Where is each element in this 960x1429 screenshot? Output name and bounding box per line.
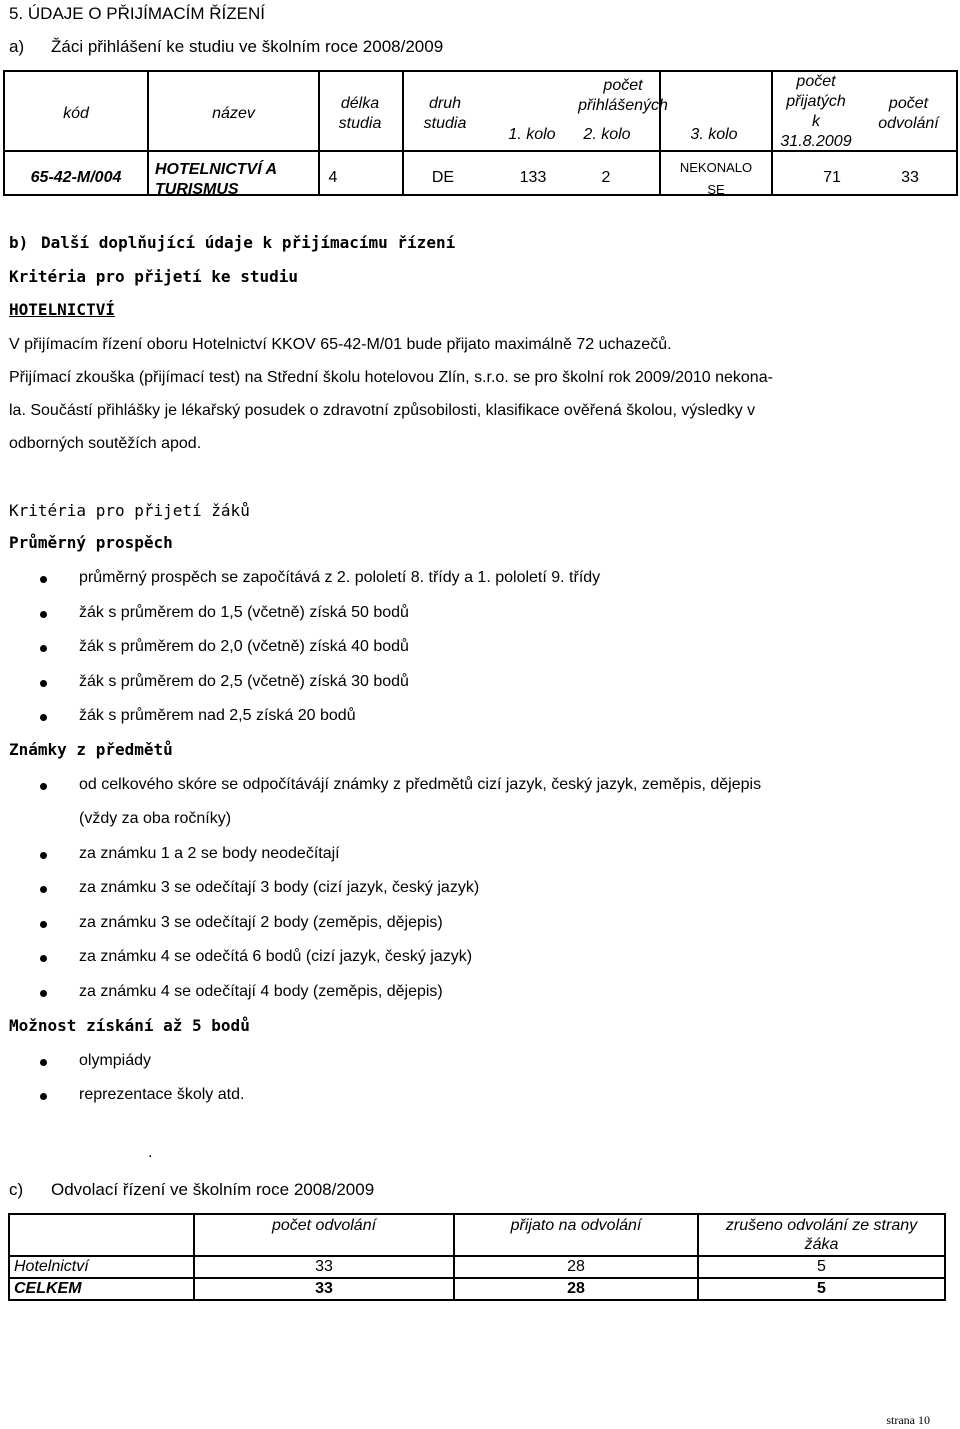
applicants-table xyxy=(3,70,958,196)
row-kolo1: 133 xyxy=(519,169,547,186)
bullet-dot xyxy=(40,921,47,928)
row-kolo3-1: NEKONALO xyxy=(679,160,753,175)
appeals-header-zruseno-1: zrušeno odvolání ze strany xyxy=(725,1217,918,1234)
bullet-dot xyxy=(40,714,47,721)
program-title: HOTELNICTVÍ xyxy=(9,300,115,319)
bullet-dot xyxy=(40,680,47,687)
appeals-row2-name: CELKEM xyxy=(14,1280,82,1297)
appeals-row2-pocet: 33 xyxy=(315,1280,333,1297)
section-a-title xyxy=(9,37,443,57)
row-delka: 4 xyxy=(328,169,338,186)
row-odvolani: 33 xyxy=(901,169,919,186)
appeals-header-pocet: počet odvolání xyxy=(271,1217,377,1234)
appeals-row2-prijato: 28 xyxy=(567,1280,585,1297)
header-kolo2: 2. kolo xyxy=(583,126,631,143)
row-prijatych: 71 xyxy=(823,169,841,186)
header-delka-2: studia xyxy=(338,115,382,132)
header-prihlasenych-1: počet xyxy=(603,77,643,94)
avg-item-5: žák s průměrem nad 2,5 získá 20 bodů xyxy=(79,707,356,724)
bullet-dot xyxy=(40,1059,47,1066)
appeals-table xyxy=(8,1213,946,1301)
header-prijatych-1: počet xyxy=(796,73,836,90)
appeals-header-prijato: přijato na odvolání xyxy=(510,1217,642,1234)
bullet-dot xyxy=(40,645,47,652)
header-kolo1: 1. kolo xyxy=(508,126,556,143)
header-delka-1: délka xyxy=(340,95,380,112)
header-odvolani-1: počet xyxy=(888,95,929,112)
stray-dot: . xyxy=(148,1144,153,1161)
bullet-dot xyxy=(40,611,47,618)
grades-item-6: za známku 4 se odečítají 4 body (zeměpis, dějepis) xyxy=(79,983,443,1000)
appeals-row2-zruseno: 5 xyxy=(817,1280,826,1297)
avg-item-1: průměrný prospěch se započítává z 2. pololetí 8. třídy a 1. pololetí 9. třídy xyxy=(79,569,601,586)
appeals-row1-zruseno: 5 xyxy=(817,1258,826,1275)
row-druh: DE xyxy=(431,169,455,186)
header-druh-1: druh xyxy=(428,95,462,112)
header-prijatych-4: 31.8.2009 xyxy=(780,133,852,150)
para-line-2: Přijímací zkouška (přijímací test) na Střední školu hotelovou Zlín, s.r.o. se pro školní rok 2009/2010 nekona- xyxy=(9,369,773,386)
section-b-title xyxy=(9,233,455,253)
grades-item-2: za známku 1 a 2 se body neodečítají xyxy=(79,845,340,862)
row-kolo3-2: SE xyxy=(707,182,725,197)
row-nazev-2: TURISMUS xyxy=(155,181,239,198)
para-line-3: la. Součástí přihlášky je lékařský posudek o zdravotní způsobilosti, klasifikace ověřená školou, výsledky v xyxy=(9,402,756,419)
header-prihlasenych-2: přihlášených xyxy=(578,97,668,114)
section-c-text: Odvolací řízení ve školním roce 2008/2009 xyxy=(51,1180,375,1199)
avg-item-2: žák s průměrem do 1,5 (včetně) získá 50 bodů xyxy=(79,604,409,621)
criteria-students-title: Kritéria pro přijetí žáků xyxy=(9,501,250,520)
row-nazev-1: HOTELNICTVÍ A xyxy=(155,161,278,178)
grades-item-1-cont: (vždy za oba ročníky) xyxy=(79,810,232,827)
bullet-dot xyxy=(40,852,47,859)
appeals-row1-name: Hotelnictví xyxy=(14,1258,89,1275)
bullet-dot xyxy=(40,955,47,962)
bullet-dot xyxy=(40,886,47,893)
page-number: strana 10 xyxy=(886,1413,930,1427)
criteria-title: Kritéria pro přijetí ke studiu xyxy=(9,267,298,286)
bullet-dot xyxy=(40,576,47,583)
appeals-row1-prijato: 28 xyxy=(567,1258,585,1275)
row-kolo2: 2 xyxy=(601,169,611,186)
section-b-text: Další doplňující údaje k přijímacímu řízení xyxy=(41,233,456,252)
bullet-dot xyxy=(40,990,47,997)
section-b-letter: b) xyxy=(9,233,29,252)
header-odvolani-2: odvolání xyxy=(878,115,939,132)
row-kod: 65-42-M/004 xyxy=(30,169,122,186)
bullet-dot xyxy=(40,783,47,790)
bullet-dot xyxy=(40,1093,47,1100)
bonus-item-1: olympiády xyxy=(79,1052,152,1069)
grades-title: Známky z předmětů xyxy=(9,740,173,759)
section-a-letter: a) xyxy=(9,37,25,56)
grades-item-5: za známku 4 se odečítá 6 bodů (cizí jazyk, český jazyk) xyxy=(79,948,473,965)
para-line-4: odborných soutěžích apod. xyxy=(9,435,202,452)
section-c-letter: c) xyxy=(9,1180,24,1199)
para-line-1: V přijímacím řízení oboru Hotelnictví KKOV 65-42-M/01 bude přijato maximálně 72 uchazečů. xyxy=(9,336,672,353)
grades-item-1: od celkového skóre se odpočítávájí známky z předmětů cizí jazyk, český jazyk, zeměpis, dějepis xyxy=(79,776,762,793)
avg-item-3: žák s průměrem do 2,0 (včetně) získá 40 bodů xyxy=(79,638,409,655)
section-a-text: Žáci přihlášení ke studiu ve školním roce 2008/2009 xyxy=(51,37,444,56)
grades-item-4: za známku 3 se odečítají 2 body (zeměpis, dějepis) xyxy=(79,914,443,931)
appeals-row1-pocet: 33 xyxy=(315,1258,333,1275)
bonus-title: Možnost získání až 5 bodů xyxy=(9,1016,250,1035)
header-nazev: název xyxy=(212,105,255,122)
header-prijatych-2: přijatých xyxy=(786,93,846,110)
appeals-header-zruseno-2: žáka xyxy=(804,1236,839,1253)
grades-item-3: za známku 3 se odečítají 3 body (cizí jazyk, český jazyk) xyxy=(79,879,480,896)
header-prijatych-3: k xyxy=(812,113,820,130)
avg-item-4: žák s průměrem do 2,5 (včetně) získá 30 bodů xyxy=(79,673,409,690)
section-c-title xyxy=(9,1180,374,1200)
bonus-item-2: reprezentace školy atd. xyxy=(79,1086,245,1103)
header-druh-2: studia xyxy=(423,115,467,132)
avg-title: Průměrný prospěch xyxy=(9,533,173,552)
header-kolo3: 3. kolo xyxy=(690,126,738,143)
header-kod: kód xyxy=(63,105,89,122)
document-heading: 5. ÚDAJE O PŘIJÍMACÍM ŘÍZENÍ xyxy=(9,4,265,23)
